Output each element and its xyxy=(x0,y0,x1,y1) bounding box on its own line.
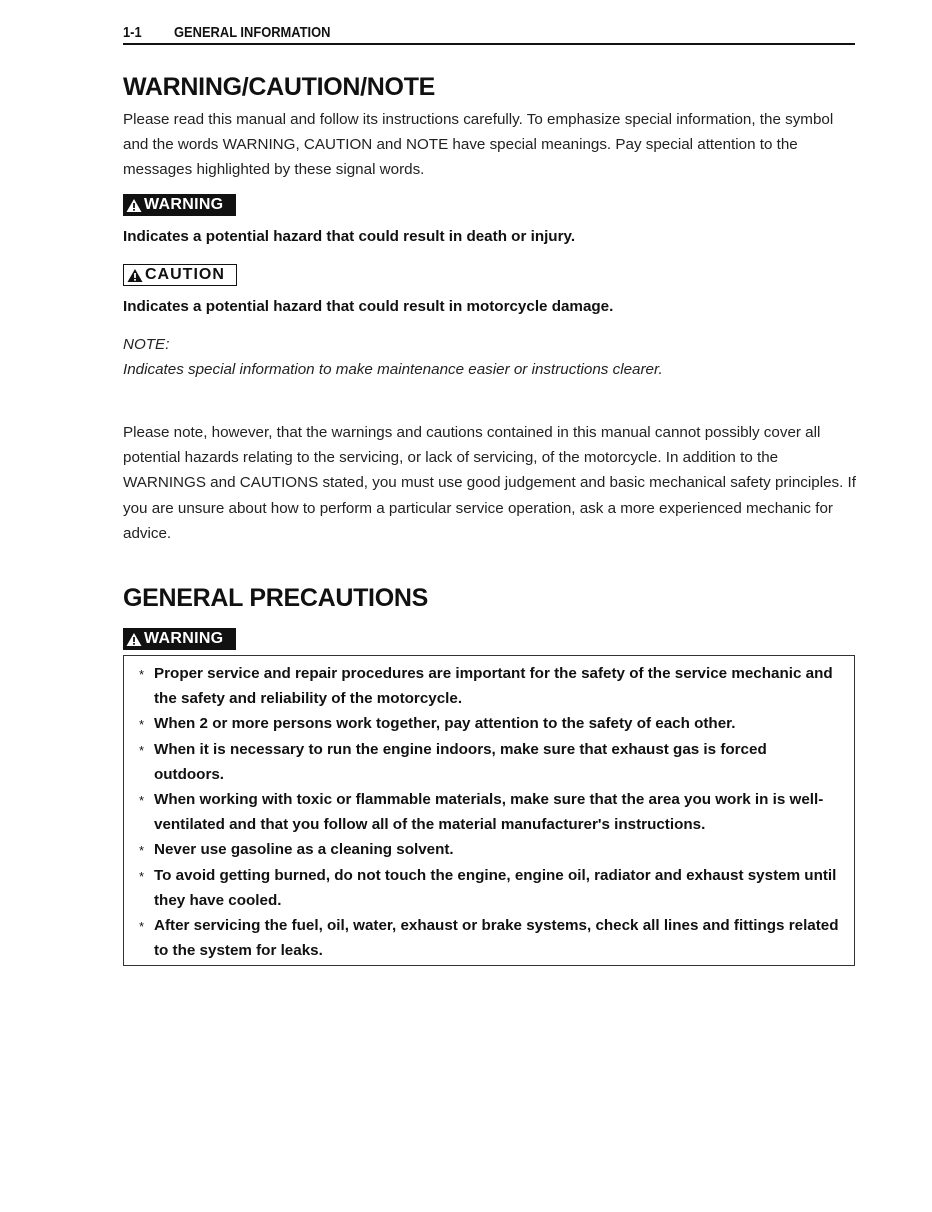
precaution-item xyxy=(124,711,840,736)
precautions-warning-box xyxy=(123,655,855,966)
bullet-star-icon: * xyxy=(139,868,145,884)
closing-paragraph: Please note, however, that the warnings and cautions contained in this manual cannot possibly cover all potential hazards relating to the servicing, or lack of servicing, of the motorcycle. In addition to the WARNINGS and CAUTIONS stated, you must use good judgement and basic mechanical safety principles. If you are unsure about how to perform a particular service operation, ask a more experienced mechanic for advice. xyxy=(123,424,856,542)
warning-badge-label: WARNING xyxy=(144,196,224,213)
note-label: NOTE: xyxy=(123,336,170,353)
caution-description: Indicates a potential hazard that could result in motorcycle damage. xyxy=(123,298,614,315)
section-title-warning-caution-note: WARNING/CAUTION/NOTE xyxy=(123,73,436,101)
caution-badge-label: CAUTION xyxy=(145,266,225,283)
bullet-star-icon: * xyxy=(139,717,145,733)
precaution-text: When 2 or more persons work together, pay attention to the safety of each other. xyxy=(154,715,736,733)
precaution-text: After servicing the fuel, oil, water, exhaust or brake systems, check all lines and fittings related to the system for leaks. xyxy=(154,917,839,960)
precaution-item xyxy=(124,913,840,963)
bullet-star-icon: * xyxy=(139,919,145,935)
page-number: 1-1 xyxy=(123,24,142,41)
precautions-warning-label: WARNING xyxy=(144,630,224,647)
section-title-general-precautions: GENERAL PRECAUTIONS xyxy=(123,584,428,612)
warning-triangle-icon xyxy=(126,198,142,213)
bullet-star-icon: * xyxy=(139,793,145,809)
precaution-text: Never use gasoline as a cleaning solvent. xyxy=(154,841,454,859)
precautions-list xyxy=(124,656,854,963)
page-header xyxy=(123,24,855,45)
intro-paragraph: Please read this manual and follow its instructions carefully. To emphasize special information, the symbol and the words WARNING, CAUTION and NOTE have special meanings. Pay special attention to the messages highlighted by these signal words. xyxy=(123,111,834,179)
precaution-item xyxy=(124,837,840,862)
section-name: GENERAL INFORMATION xyxy=(174,24,331,41)
precaution-text: Proper service and repair procedures are important for the safety of the service mechanic and the safety and reliability of the motorcycle. xyxy=(154,665,833,708)
precaution-text: When working with toxic or flammable materials, make sure that the area you work in is well-ventilated and that you follow all of the material manufacturer's instructions. xyxy=(154,791,824,834)
caution-triangle-icon xyxy=(127,268,143,283)
precaution-item xyxy=(124,661,840,711)
bullet-star-icon: * xyxy=(139,742,145,758)
warning-description: Indicates a potential hazard that could result in death or injury. xyxy=(123,228,576,245)
warning-badge xyxy=(123,194,236,216)
bullet-star-icon: * xyxy=(139,843,145,859)
precautions-warning-badge xyxy=(123,628,236,650)
precaution-item xyxy=(124,737,840,787)
note-description: Indicates special information to make maintenance easier or instructions clearer. xyxy=(123,361,663,378)
bullet-star-icon: * xyxy=(139,667,145,682)
warning-triangle-icon xyxy=(126,632,142,647)
precaution-text: To avoid getting burned, do not touch the engine, engine oil, radiator and exhaust system until they have cooled. xyxy=(154,866,837,909)
precaution-item xyxy=(124,863,840,913)
precaution-item xyxy=(124,787,840,837)
precaution-text: When it is necessary to run the engine indoors, make sure that exhaust gas is forced outdoors. xyxy=(154,740,767,783)
caution-badge xyxy=(123,264,237,286)
